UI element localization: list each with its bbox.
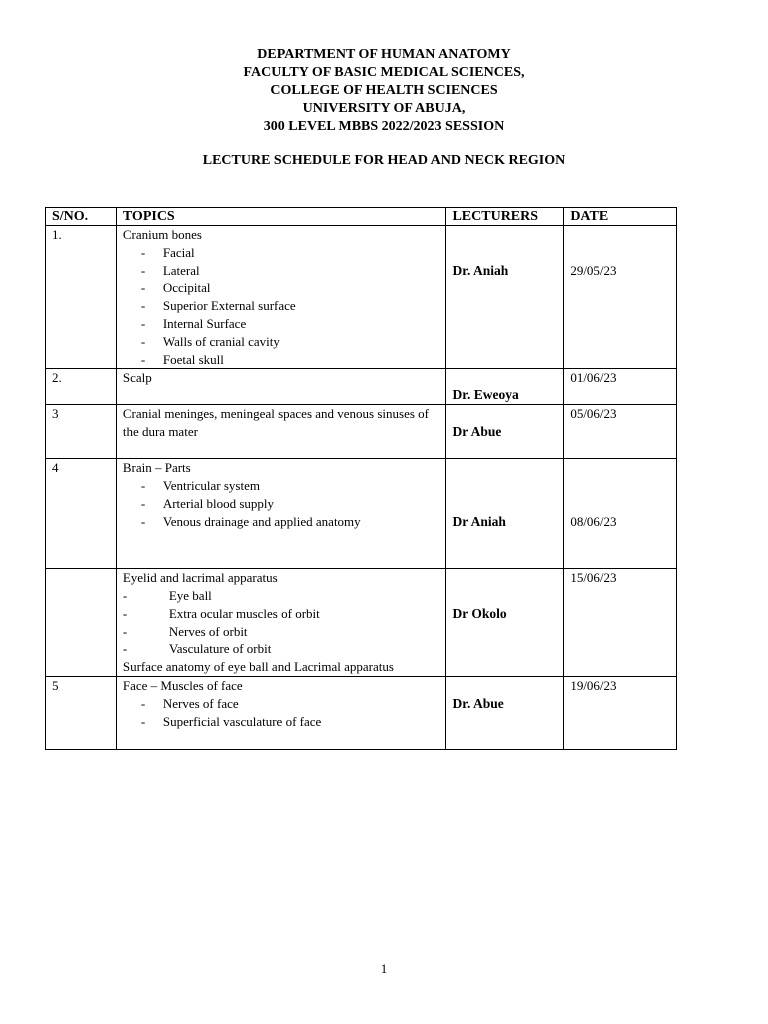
topic-title: Face – Muscles of face bbox=[122, 677, 243, 693]
table-row bbox=[46, 226, 677, 369]
header-date: DATE bbox=[564, 208, 677, 226]
list-item: - Facial bbox=[141, 244, 440, 262]
row-date: 05/06/23 bbox=[564, 405, 677, 459]
table-row bbox=[46, 676, 677, 749]
row-topic bbox=[116, 459, 446, 569]
page-number: 1 bbox=[380, 961, 388, 976]
list-item: - Venous drainage and applied anatomy bbox=[141, 513, 440, 531]
list-item: - Vasculature of orbit bbox=[123, 640, 440, 658]
topic-title: Scalp bbox=[122, 370, 152, 386]
row-date: 19/06/23 bbox=[564, 676, 677, 749]
lecture-schedule-table bbox=[45, 207, 677, 750]
lecturer-name: Dr Aniah bbox=[452, 514, 506, 530]
list-item: - Walls of cranial cavity bbox=[141, 333, 440, 351]
lecturer-name: Dr Abue bbox=[452, 424, 502, 440]
topic-title: Cranium bones bbox=[122, 227, 202, 242]
row-lecturer bbox=[446, 459, 564, 569]
row-sno: 2. bbox=[46, 369, 117, 405]
subtopic-list bbox=[123, 244, 440, 369]
row-lecturer bbox=[446, 569, 564, 677]
subtopic-list bbox=[123, 695, 440, 731]
table-row bbox=[46, 459, 677, 569]
lecture-date: 29/05/23 bbox=[570, 263, 617, 278]
list-item: - Eye ball bbox=[123, 587, 440, 605]
list-item: - Internal Surface bbox=[141, 315, 440, 333]
lecturer-name: Dr. Eweoya bbox=[452, 387, 519, 403]
schedule-title: LECTURE SCHEDULE FOR HEAD AND NECK REGION bbox=[202, 153, 566, 168]
topic-title: Brain – Parts bbox=[122, 460, 191, 476]
topic-title: Eyelid and lacrimal apparatus bbox=[122, 570, 278, 586]
row-date: 15/06/23 bbox=[564, 569, 677, 677]
row-sno: 3 bbox=[46, 405, 117, 459]
list-item: - Occipital bbox=[141, 279, 440, 297]
header-topics: TOPICS bbox=[116, 208, 446, 226]
document-header bbox=[0, 46, 768, 136]
list-item: - Arterial blood supply bbox=[141, 495, 440, 513]
list-item: - Superior External surface bbox=[141, 297, 440, 315]
row-lecturer bbox=[446, 405, 564, 459]
lecturer-name: Dr. Aniah bbox=[452, 263, 509, 278]
list-item: - Nerves of face bbox=[141, 695, 440, 713]
university-name: UNIVERSITY OF ABUJA, bbox=[302, 101, 466, 116]
lecturer-name: Dr Okolo bbox=[452, 606, 507, 622]
table-row bbox=[46, 405, 677, 459]
session-line: 300 LEVEL MBBS 2022/2023 SESSION bbox=[263, 119, 505, 134]
department-name: DEPARTMENT OF HUMAN ANATOMY bbox=[257, 47, 511, 62]
row-lecturer bbox=[446, 676, 564, 749]
list-item: - Superficial vasculature of face bbox=[141, 713, 440, 731]
row-sno: 1. bbox=[46, 226, 117, 369]
row-sno bbox=[46, 569, 117, 677]
row-topic bbox=[116, 226, 446, 369]
college-name: COLLEGE OF HEALTH SCIENCES bbox=[270, 83, 498, 98]
row-topic bbox=[116, 369, 446, 405]
subtopic-list bbox=[123, 477, 440, 530]
row-topic bbox=[116, 569, 446, 677]
row-date: 01/06/23 bbox=[564, 369, 677, 405]
header-sno: S/NO. bbox=[46, 208, 117, 226]
lecturer-name: Dr. Abue bbox=[452, 695, 504, 711]
list-item: - Lateral bbox=[141, 262, 440, 280]
row-date bbox=[564, 459, 677, 569]
subtopic-list bbox=[123, 587, 440, 658]
faculty-name: FACULTY OF BASIC MEDICAL SCIENCES, bbox=[243, 65, 525, 80]
list-item: - Ventricular system bbox=[141, 477, 440, 495]
topic-note: Surface anatomy of eye ball and Lacrimal apparatus bbox=[122, 659, 394, 675]
list-item: - Foetal skull bbox=[141, 351, 440, 369]
row-sno: 5 bbox=[46, 676, 117, 749]
row-lecturer bbox=[446, 369, 564, 405]
row-lecturer bbox=[446, 226, 564, 369]
lecture-date: 08/06/23 bbox=[570, 514, 617, 530]
list-item: - Extra ocular muscles of orbit bbox=[123, 605, 440, 623]
table-row bbox=[46, 569, 677, 677]
row-sno: 4 bbox=[46, 459, 117, 569]
table-header-row bbox=[46, 208, 677, 226]
row-topic: Cranial meninges, meningeal spaces and venous sinuses of the dura mater bbox=[116, 405, 446, 459]
header-lecturers: LECTURERS bbox=[446, 208, 564, 226]
row-topic bbox=[116, 676, 446, 749]
row-date bbox=[564, 226, 677, 369]
table-row bbox=[46, 369, 677, 405]
list-item: - Nerves of orbit bbox=[123, 623, 440, 641]
